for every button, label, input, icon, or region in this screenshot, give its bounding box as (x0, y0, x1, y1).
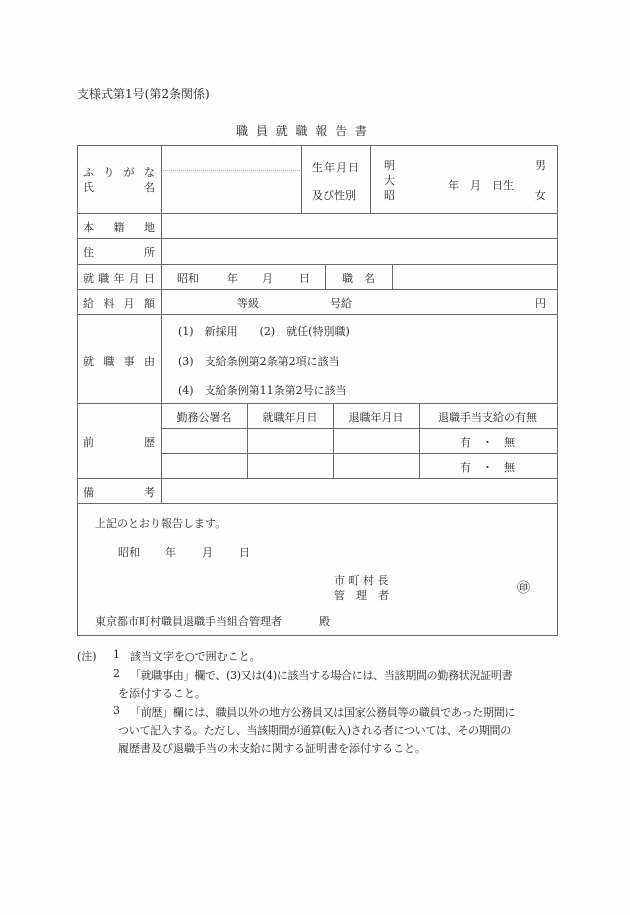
remarks-field[interactable] (163, 480, 555, 502)
history-allowance-choice[interactable]: 有 ・ 無 (460, 461, 515, 474)
row-divider (77, 289, 557, 290)
row-divider (161, 428, 557, 429)
label-char: な (143, 166, 155, 179)
column-divider (370, 145, 371, 213)
label-char: 備 (83, 486, 94, 499)
note-2-line-2: を添付すること。 (118, 687, 206, 700)
notes-prefix: (注) (77, 650, 97, 663)
label-char: 住 (83, 246, 94, 259)
furigana-field[interactable] (163, 150, 300, 168)
honorific: 殿 (319, 615, 330, 628)
label-char: 職 (98, 272, 110, 285)
label-char: 氏 (83, 181, 94, 194)
row-divider (77, 503, 557, 504)
note-1-text: 該当文字を○で囲むこと。 (130, 650, 261, 663)
address-label (83, 244, 155, 260)
label-char: 職 (103, 355, 115, 368)
label-char: 考 (144, 486, 155, 499)
history-header-retire-date: 退職年月日 (348, 411, 404, 424)
honseki-field[interactable] (163, 215, 555, 237)
report-statement: 上記のとおり報告します。 (95, 517, 227, 530)
label-char: 本 (83, 221, 94, 234)
column-divider (325, 264, 326, 289)
note-number: 2 (113, 667, 120, 680)
furigana-label-chars (83, 164, 155, 180)
note-3-line-1: 「前歴」欄には、職員以外の地方公務員又は国家公務員等の職員であった期間に (130, 706, 516, 719)
sex-female[interactable]: 女 (535, 189, 546, 202)
sex-label: 及び性別 (312, 189, 356, 202)
history-office-field[interactable] (163, 430, 245, 452)
history-header-hire-date: 就職年月日 (262, 411, 318, 424)
address-field[interactable] (163, 240, 555, 262)
label-char: 月 (123, 297, 135, 310)
hire-day-unit: 日 (299, 272, 310, 285)
row-divider (77, 238, 557, 239)
label-char: 就 (83, 355, 94, 368)
era-meiji[interactable]: 明 (384, 159, 395, 172)
label-char: 歴 (144, 436, 155, 449)
job-title-label: 職 名 (342, 272, 375, 285)
name-field[interactable] (163, 173, 300, 211)
history-retire-date-field[interactable] (335, 455, 417, 477)
honseki-label (83, 219, 155, 235)
label-column-divider (161, 145, 162, 503)
label-char: 月 (128, 272, 140, 285)
dob-date-suffix: 年 月 日生 (448, 179, 514, 192)
history-header-allowance: 退職手当支給の有無 (438, 411, 537, 424)
report-year-unit: 年 (165, 546, 176, 559)
grade-unit: 等級 (237, 297, 259, 310)
form-id: 支様式第1号(第2条関係) (77, 87, 210, 101)
seal-icon: ㊞ (517, 581, 531, 596)
row-divider (77, 264, 557, 265)
hire-year-unit: 年 (227, 272, 238, 285)
note-number: 1 (113, 648, 120, 661)
furigana-guide-line (163, 170, 300, 171)
yen-unit: 円 (535, 297, 546, 310)
history-hire-date-field[interactable] (249, 430, 331, 452)
label-char: 由 (143, 355, 155, 368)
label-char: 所 (144, 246, 155, 259)
history-office-field[interactable] (163, 455, 245, 477)
salary-label (83, 295, 155, 311)
row-divider (77, 213, 557, 214)
label-char: 年 (113, 272, 125, 285)
signer-mayor[interactable]: 市 町 村 長 (334, 574, 389, 587)
era-taisho[interactable]: 大 (384, 174, 395, 187)
report-month-unit: 月 (202, 546, 213, 559)
page-title: 職 員 就 職 報 告 書 (236, 124, 369, 138)
history-hire-date-field[interactable] (249, 455, 331, 477)
sex-male[interactable]: 男 (535, 159, 546, 172)
history-header-office: 勤務公署名 (176, 411, 232, 424)
name-label (83, 179, 155, 195)
report-date-era: 昭和 (118, 546, 140, 559)
dob-label: 生年月日 (312, 161, 360, 174)
label-char: 額 (143, 297, 155, 310)
reason-option-3[interactable]: (3) 支給条例第2条第2項に該当 (178, 355, 340, 368)
hire-month-unit: 月 (262, 272, 273, 285)
row-divider (77, 403, 557, 404)
step-unit: 号給 (330, 297, 352, 310)
signer-administrator[interactable]: 管 理 者 (334, 589, 389, 602)
reason-label (83, 353, 155, 369)
label-char: 籍 (113, 221, 125, 234)
column-divider (392, 264, 393, 289)
row-divider (77, 478, 557, 479)
label-char: ふ (83, 166, 94, 179)
note-2-line-1: 「就職事由」欄で、(3)又は(4)に該当する場合には、当該期間の勤務状況証明書 (130, 669, 513, 682)
note-3-line-2: ついて記入する。ただし、当該期間が通算(転入)される者については、その期間の (118, 724, 511, 737)
reason-option-1-2[interactable]: (1) 新採用 (2) 就任(特別職) (178, 325, 350, 338)
remarks-label (83, 484, 155, 500)
column-divider (301, 145, 302, 213)
history-allowance-choice[interactable]: 有 ・ 無 (460, 436, 515, 449)
history-retire-date-field[interactable] (335, 430, 417, 452)
history-label (83, 434, 155, 450)
hire-era: 昭和 (177, 272, 199, 285)
label-char: 地 (144, 221, 155, 234)
job-title-field[interactable] (394, 266, 554, 288)
label-char: 名 (144, 181, 155, 194)
note-3-line-3: 履歴書及び退職手当の未支給に関する証明書を添付すること。 (118, 742, 426, 755)
label-char: り (103, 166, 115, 179)
label-char: 給 (83, 297, 94, 310)
reason-option-4[interactable]: (4) 支給条例第11条第2号に該当 (178, 384, 347, 397)
addressee: 東京都市町村職員退職手当組合管理者 (95, 615, 282, 628)
hire-date-label (83, 270, 155, 286)
label-char: が (123, 166, 135, 179)
report-day-unit: 日 (239, 546, 250, 559)
label-char: 日 (144, 272, 155, 285)
row-divider (77, 314, 557, 315)
label-char: 事 (123, 355, 135, 368)
label-char: 料 (103, 297, 115, 310)
era-showa[interactable]: 昭 (384, 189, 395, 202)
label-char: 就 (83, 272, 94, 285)
label-char: 前 (83, 436, 94, 449)
note-number: 3 (113, 704, 120, 717)
row-divider (161, 453, 557, 454)
